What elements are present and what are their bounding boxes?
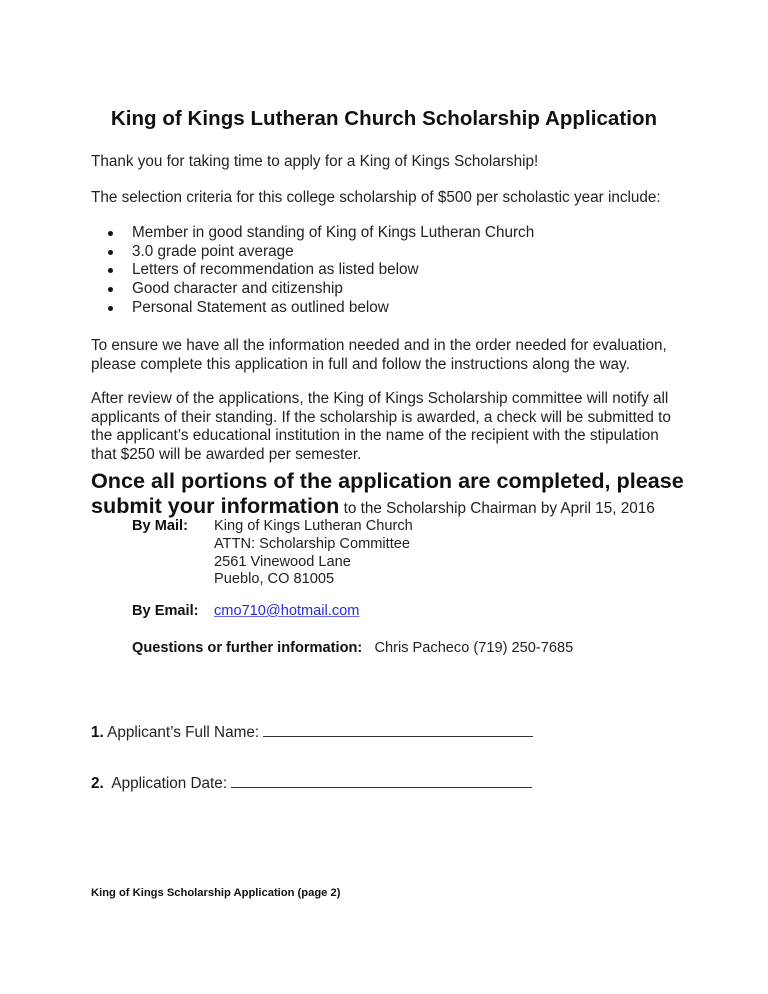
page-footer-label: King of Kings Scholarship Application (page 2)	[91, 887, 341, 899]
criteria-item-label: 3.0 grade point average	[132, 242, 294, 260]
mail-address-line: Pueblo, CO 81005	[214, 571, 335, 588]
bullet-icon	[108, 306, 113, 311]
bullet-icon	[108, 231, 113, 236]
submit-heading-normal: to the Scholarship Chairman by April 15, 2016	[339, 499, 655, 517]
review-line: applicants of their standing. If the scholarship is awarded, a check will be submitted to	[91, 408, 671, 426]
criteria-item	[108, 243, 534, 262]
mail-label: By Mail:	[132, 518, 188, 534]
mail-address-line: ATTN: Scholarship Committee	[214, 535, 410, 552]
review-line: that $250 will be awarded per semester.	[91, 445, 362, 463]
field-number: 2.	[91, 775, 104, 792]
submit-heading	[91, 469, 731, 521]
field-label: Application Date:	[103, 775, 232, 792]
review-line: the applicant’s educational institution in the name of the recipient with the stipulation	[91, 427, 659, 445]
questions-row	[132, 640, 573, 658]
instructions-line: To ensure we have all the information needed and in the order needed for evaluation,	[91, 337, 667, 354]
criteria-item-label: Personal Statement as outlined below	[132, 298, 389, 316]
review-paragraph	[91, 390, 711, 464]
mail-address-line: 2561 Vinewood Lane	[214, 553, 351, 570]
submit-heading-bold: submit your information	[91, 492, 340, 518]
email-link[interactable]: cmo710@hotmail.com	[214, 603, 360, 619]
field-number: 1.	[91, 724, 104, 741]
criteria-item	[108, 261, 534, 280]
criteria-item	[108, 224, 534, 243]
questions-label: Questions or further information:	[132, 640, 363, 656]
criteria-item-label: Letters of recommendation as listed below	[132, 261, 419, 279]
criteria-intro-text: The selection criteria for this college scholarship of $500 per scholastic year include:	[91, 189, 661, 206]
criteria-item-label: Good character and citizenship	[132, 280, 343, 298]
instructions-paragraph	[91, 337, 711, 374]
bullet-icon	[108, 268, 113, 273]
questions-spacer	[362, 640, 374, 656]
criteria-list	[108, 224, 534, 318]
field-label: Applicant’s Full Name:	[103, 724, 264, 741]
bullet-icon	[108, 287, 113, 292]
submit-heading-line1: Once all portions of the application are completed, please	[91, 468, 684, 493]
questions-value: Chris Pacheco (719) 250-7685	[374, 640, 574, 656]
bullet-icon	[108, 250, 113, 255]
review-line: After review of the applications, the King of Kings Scholarship committee will notify all	[91, 390, 669, 407]
criteria-item-label: Member in good standing of King of Kings Lutheran Church	[132, 224, 535, 241]
applicant-name-field-row	[91, 722, 533, 742]
page-title: King of Kings Lutheran Church Scholarship Application	[110, 107, 658, 130]
email-label: By Email:	[132, 603, 199, 619]
submit-heading-line2	[91, 494, 731, 522]
applicant-name-input[interactable]	[263, 722, 533, 737]
intro-text: Thank you for taking time to apply for a King of Kings Scholarship!	[91, 153, 539, 170]
mail-address	[214, 518, 413, 589]
criteria-item	[108, 280, 534, 299]
mail-address-line: King of Kings Lutheran Church	[214, 518, 413, 534]
email-value	[214, 603, 359, 621]
application-date-input[interactable]	[231, 773, 532, 788]
application-date-field-row	[91, 773, 532, 793]
instructions-line: please complete this application in full and follow the instructions along the way.	[91, 355, 630, 373]
criteria-item	[108, 299, 534, 318]
